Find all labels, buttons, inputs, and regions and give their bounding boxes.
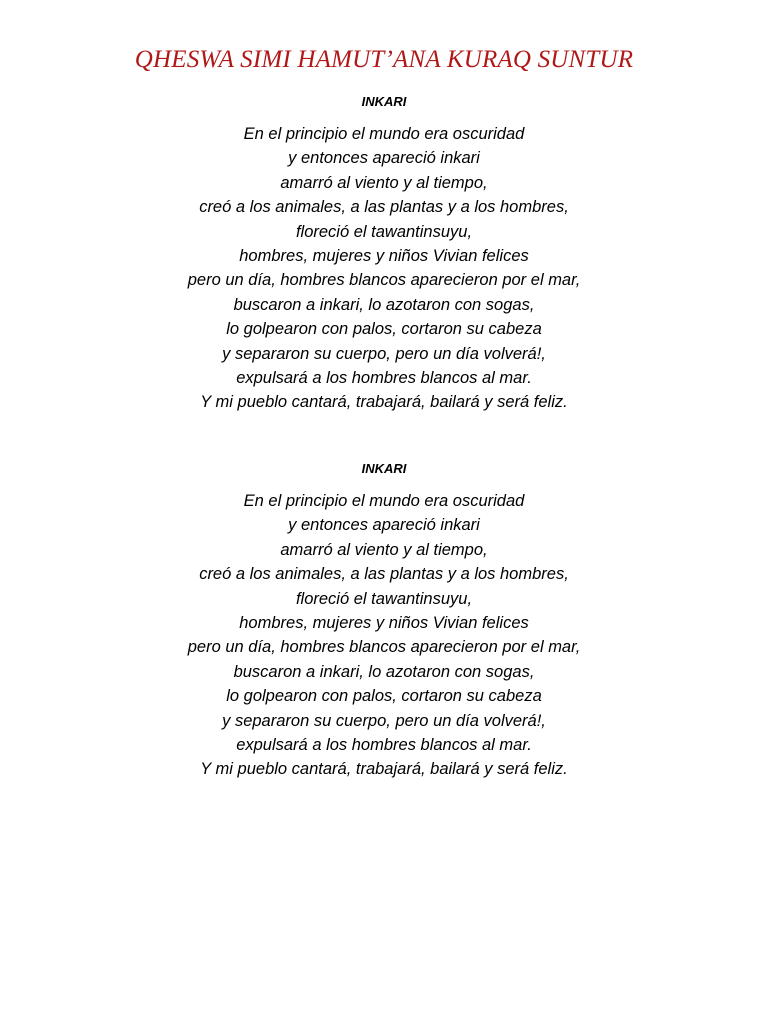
poem-line: buscaron a inkari, lo azotaron con sogas, bbox=[233, 662, 535, 681]
poem-line: Y mi pueblo cantará, trabajará, bailará y será feliz. bbox=[200, 393, 568, 412]
poem-lines bbox=[0, 122, 768, 415]
poem-line: y separaron su cuerpo, pero un día volverá!, bbox=[222, 711, 546, 730]
poem-line: En el principio el mundo era oscuridad bbox=[243, 125, 525, 143]
poem-line: hombres, mujeres y niños Vivian felices bbox=[239, 246, 529, 265]
poem-lines bbox=[0, 489, 768, 782]
poem-line: amarró al viento y al tiempo, bbox=[280, 173, 488, 192]
poem-line: expulsará a los hombres blancos al mar. bbox=[236, 368, 532, 387]
poem-title: INKARI bbox=[361, 94, 407, 109]
poem-line: buscaron a inkari, lo azotaron con sogas, bbox=[233, 295, 535, 314]
poem-title: INKARI bbox=[361, 461, 407, 476]
poem-line: hombres, mujeres y niños Vivian felices bbox=[239, 613, 529, 632]
poem-section-1 bbox=[0, 93, 768, 415]
document-title: QHESWA SIMI HAMUT’ANA KURAQ SUNTUR bbox=[134, 46, 634, 73]
poem-line: Y mi pueblo cantará, trabajará, bailará y será feliz. bbox=[200, 760, 568, 779]
poem-line: y entonces apareció inkari bbox=[288, 149, 480, 168]
poem-line: y entonces apareció inkari bbox=[288, 516, 480, 535]
poem-line: floreció el tawantinsuyu, bbox=[295, 589, 473, 608]
poem-line: creó a los animales, a las plantas y a los hombres, bbox=[199, 565, 569, 584]
poem-line: pero un día, hombres blancos aparecieron por el mar, bbox=[187, 638, 581, 657]
poem-section-2 bbox=[0, 460, 768, 782]
poem-line: amarró al viento y al tiempo, bbox=[280, 540, 488, 559]
poem-line: lo golpearon con palos, cortaron su cabeza bbox=[226, 687, 542, 706]
poem-line: y separaron su cuerpo, pero un día volverá!, bbox=[222, 344, 546, 363]
poem-line: lo golpearon con palos, cortaron su cabeza bbox=[226, 320, 542, 339]
poem-line: creó a los animales, a las plantas y a los hombres, bbox=[199, 198, 569, 217]
poem-line: En el principio el mundo era oscuridad bbox=[243, 492, 525, 510]
poem-line: floreció el tawantinsuyu, bbox=[295, 222, 473, 241]
poem-line: expulsará a los hombres blancos al mar. bbox=[236, 735, 532, 754]
poem-line: pero un día, hombres blancos aparecieron por el mar, bbox=[187, 271, 581, 290]
